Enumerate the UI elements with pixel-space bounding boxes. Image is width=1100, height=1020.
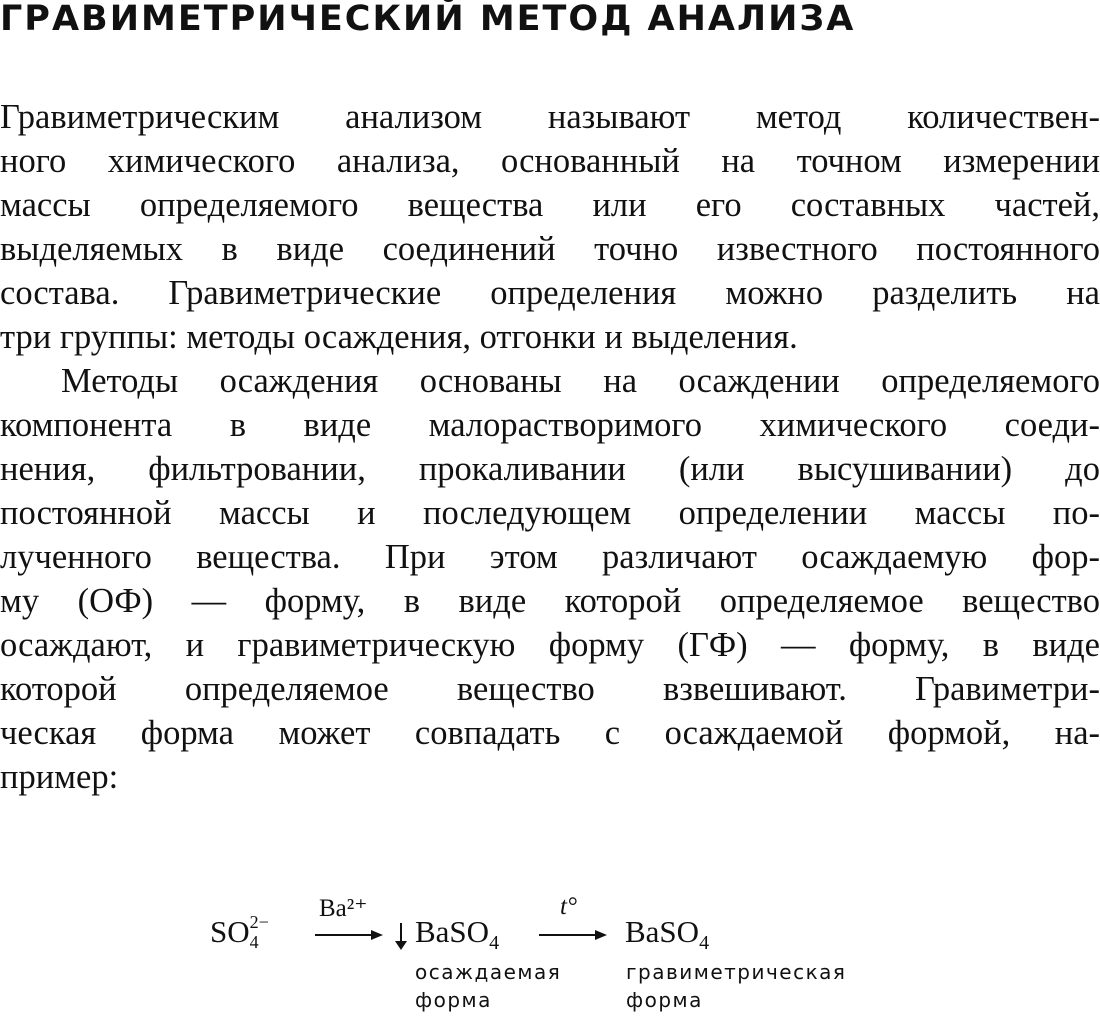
sulfate-base: SO [210, 914, 250, 949]
paragraph-line: пример: [0, 758, 119, 796]
paragraph-line: которой определяемое вещество взвешивают. Гравиметри- [0, 670, 1100, 708]
barium-sulfate-gravimetric [625, 914, 709, 955]
gravimetric-form-label-line: форма [626, 988, 703, 1012]
precipitate-arrow-icon [393, 921, 409, 951]
right-arrow-icon [537, 928, 609, 942]
sulfate-ion [210, 914, 272, 950]
sulfate-charge: 2− [249, 912, 269, 932]
sulfate-index: 4 [249, 932, 259, 952]
paragraph-line: массы определяемого вещества или его составных частей, [0, 186, 1100, 224]
paragraph-line: состава. Гравиметрические определения можно разделить на [0, 274, 1100, 312]
page-title: ГРАВИМЕТРИЧЕСКИЙ МЕТОД АНАЛИЗА [0, 0, 856, 39]
paragraph-line: ческая форма может совпадать с осаждаемой формой, на- [0, 714, 1100, 752]
paragraph-line: выделяемых в виде соединений точно известного постоянного [0, 230, 1100, 268]
barium-sulfate-base: BaSO [625, 914, 700, 949]
paragraph-definition [0, 95, 1100, 359]
precipitated-form-label [415, 958, 561, 1014]
paragraph-precipitation-methods [0, 359, 1100, 799]
right-arrow-icon [313, 928, 385, 942]
paragraph-line: Методы осаждения основаны на осаждении определяемого [61, 362, 1100, 400]
paragraph-line: нения, фильтровании, прокаливании (или высушивании) до [0, 450, 1100, 488]
paragraph-line: компонента в виде малорастворимого химического соеди- [0, 406, 1100, 444]
paragraph-line: Гравиметрическим анализом называют метод количествен- [0, 98, 1100, 136]
chemical-equation [210, 890, 910, 1010]
gravimetric-form-label-line: гравиметрическая [626, 960, 847, 984]
barium-sulfate-index: 4 [489, 932, 500, 955]
barium-sulfate-precipitated [415, 914, 499, 955]
paragraph-line: три группы: методы осаждения, отгонки и выделения. [0, 318, 798, 356]
precipitated-form-label-line: форма [415, 988, 492, 1012]
paragraph-line: постоянной массы и последующем определении массы по- [0, 494, 1100, 532]
gravimetric-form-label [626, 958, 846, 1014]
barium-sulfate-index: 4 [699, 932, 710, 955]
precipitated-form-label-line: осаждаемая [415, 960, 562, 984]
paragraph-line: осаждают, и гравиметрическую форму (ГФ) — форму, в виде [0, 626, 1100, 664]
paragraph-line: му (ОФ) — форму, в виде которой определяемое вещество [0, 582, 1100, 620]
heating-label: t° [560, 893, 577, 920]
paragraph-line: ного химического анализа, основанный на точном измерении [0, 142, 1100, 180]
paragraph-line: лученного вещества. При этом различают осаждаемую фор- [0, 538, 1100, 576]
barium-sulfate-base: BaSO [415, 914, 490, 949]
barium-ion-label: Ba²⁺ [319, 895, 368, 922]
